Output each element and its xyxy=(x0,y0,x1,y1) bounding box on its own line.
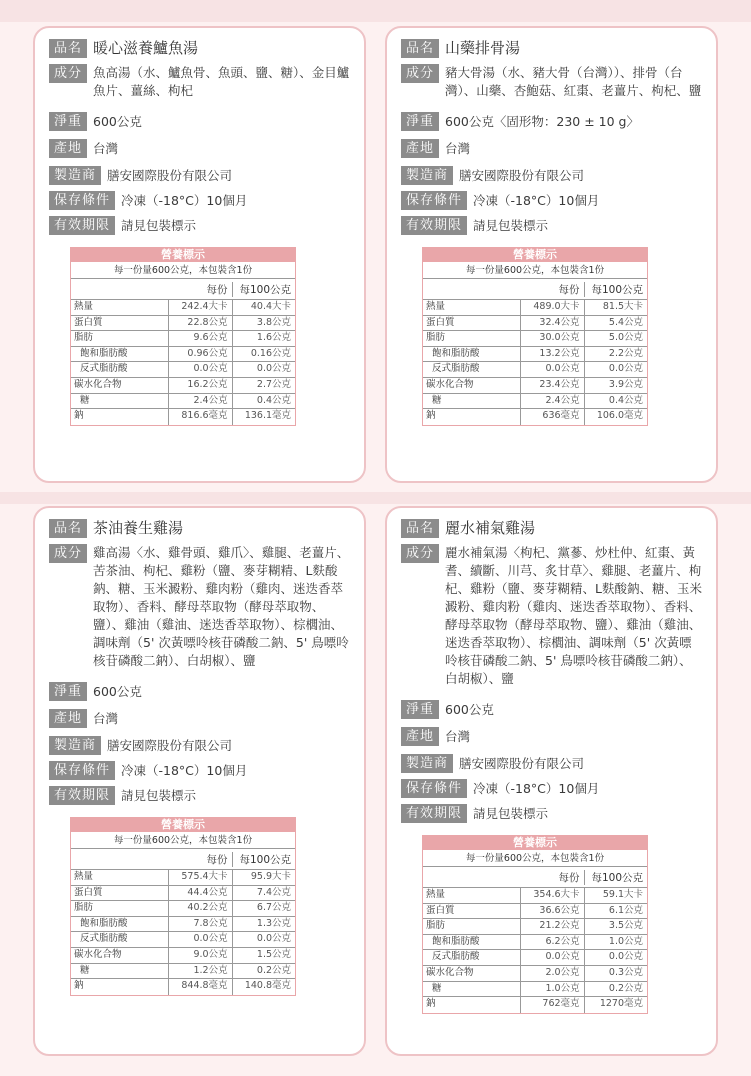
manufacturer-row xyxy=(401,166,702,185)
nutrient-per-serving: 354.6大卡 xyxy=(520,888,583,903)
nutrition-header-per-serving: 每份 xyxy=(558,284,580,296)
shelf-life-value: 請見包裝標示 xyxy=(121,218,197,233)
manufacturer-value: 膳安國際股份有限公司 xyxy=(459,168,585,183)
nutrition-serving: 每一份量600公克，本包裝含1份 xyxy=(423,262,647,279)
nutrition-title: 營養標示 xyxy=(71,248,295,262)
nutrient-per-100g: 0.3公克 xyxy=(584,966,647,981)
nutrient-per-serving: 6.2公克 xyxy=(520,935,583,950)
nutrient-per-100g: 7.4公克 xyxy=(232,886,295,901)
manufacturer-row xyxy=(49,166,350,185)
nutrient-per-serving: 1.2公克 xyxy=(168,964,231,979)
nutrition-rows xyxy=(423,887,647,1013)
origin-row xyxy=(401,727,702,746)
origin-value: 台灣 xyxy=(445,141,471,156)
nutrition-table xyxy=(70,247,296,426)
nutrition-row xyxy=(423,378,647,394)
nutrient-per-serving: 0.0公克 xyxy=(520,950,583,965)
storage-tag: 保存條件 xyxy=(401,779,467,798)
nutrient-per-serving: 2.0公克 xyxy=(520,966,583,981)
nutrient-per-100g: 2.7公克 xyxy=(232,378,295,393)
product-name: 山藥排骨湯 xyxy=(445,39,521,57)
nutrient-per-100g: 140.8毫克 xyxy=(232,979,295,995)
nutrition-header xyxy=(71,849,295,869)
shelf-life-value: 請見包裝標示 xyxy=(473,806,549,821)
nutrient-label: 糖 xyxy=(80,394,90,406)
nutrient-per-serving: 489.0大卡 xyxy=(520,300,583,315)
shelf-life-row xyxy=(401,216,702,235)
ingredients-text: 魚高湯（水、鱸魚骨、魚頭、鹽、糖）、金目鱸魚片、薑絲、枸杞 xyxy=(93,65,350,98)
nutrition-header-per-100g: 每100公克 xyxy=(232,852,295,867)
nutrition-row xyxy=(71,300,295,316)
nutrient-per-100g: 0.4公克 xyxy=(584,394,647,409)
storage-row xyxy=(49,191,350,210)
nutrient-per-serving: 2.4公克 xyxy=(520,394,583,409)
nutrient-per-serving: 575.4大卡 xyxy=(168,870,231,885)
nutrient-label: 熱量 xyxy=(426,889,446,900)
net-weight-value: 600公克〈固形物：230 ± 10 g〉 xyxy=(445,114,639,129)
net-weight-value: 600公克 xyxy=(445,702,494,717)
nutrient-label: 熱量 xyxy=(426,301,446,312)
name-tag: 品名 xyxy=(49,39,87,58)
nutrient-per-100g: 0.4公克 xyxy=(232,394,295,409)
nutrition-row xyxy=(423,362,647,378)
origin-row xyxy=(49,139,350,158)
nutrient-per-100g: 2.2公克 xyxy=(584,347,647,362)
nutrition-row xyxy=(71,362,295,378)
nutrient-per-100g: 106.0毫克 xyxy=(584,409,647,425)
nutrition-row xyxy=(423,950,647,966)
storage-value: 冷凍（-18°C）10個月 xyxy=(121,193,248,208)
name-tag: 品名 xyxy=(49,519,87,538)
ingredients-tag: 成分 xyxy=(49,64,87,83)
ingredients-tag: 成分 xyxy=(401,544,439,563)
nutrient-label: 脂肪 xyxy=(74,332,94,344)
nutrient-per-serving: 7.8公克 xyxy=(168,917,231,932)
nutrition-row xyxy=(71,979,295,995)
nutrient-label: 蛋白質 xyxy=(74,886,103,898)
nutrient-label: 飽和脂肪酸 xyxy=(80,347,128,359)
origin-tag: 產地 xyxy=(401,139,439,158)
nutrient-per-serving: 0.0公克 xyxy=(168,362,231,377)
nutrition-rows xyxy=(423,299,647,425)
nutrient-per-100g: 95.9大卡 xyxy=(232,870,295,885)
nutrient-label: 反式脂肪酸 xyxy=(432,951,480,963)
nutrient-label: 脂肪 xyxy=(74,902,94,914)
net-weight-row xyxy=(49,682,350,701)
nutrition-row xyxy=(71,331,295,347)
net-weight-row xyxy=(49,112,350,131)
product-card-tea-oil-chicken-soup xyxy=(33,506,366,1056)
storage-row xyxy=(401,191,702,210)
nutrient-per-serving: 242.4大卡 xyxy=(168,300,231,315)
origin-value: 台灣 xyxy=(445,729,471,744)
product-name: 茶油養生雞湯 xyxy=(93,519,184,537)
net-weight-value: 600公克 xyxy=(93,114,142,129)
manufacturer-value: 膳安國際股份有限公司 xyxy=(107,738,233,753)
net-weight-row xyxy=(401,700,702,719)
nutrition-row xyxy=(423,997,647,1013)
storage-tag: 保存條件 xyxy=(401,191,467,210)
nutrition-row xyxy=(71,886,295,902)
nutrient-per-serving: 762毫克 xyxy=(520,997,583,1013)
ingredients-row xyxy=(49,544,350,670)
nutrient-label: 飽和脂肪酸 xyxy=(432,935,480,947)
nutrition-row xyxy=(423,316,647,332)
nutrient-per-100g: 1.6公克 xyxy=(232,331,295,346)
nutrient-label: 蛋白質 xyxy=(426,316,455,328)
origin-row xyxy=(49,709,350,728)
nutrient-per-serving: 636毫克 xyxy=(520,409,583,425)
ingredients-text: 麗水補氣湯〈枸杞、黨蔘、炒杜仲、紅棗、黃耆、續斷、川芎、炙甘草〉、雞腿、老薑片、枸杞、雞粉（鹽、麥芽糊精、L麩酸鈉、糖、玉米澱粉、雞肉粉（雞肉、迷迭香萃取物）、香料、酵母萃取物（酵母萃取物、鹽）、雞油（雞油、迷迭香萃取物）、棕櫚油、調味劑（5' 次黃嘌呤核苷磷酸二鈉、5' 鳥嘌呤核苷磷酸二鈉）、白胡椒）、鹽 xyxy=(445,545,702,686)
nutrient-per-serving: 32.4公克 xyxy=(520,316,583,331)
middle-band xyxy=(0,492,751,504)
nutrient-label: 鈉 xyxy=(74,980,84,992)
nutrient-label: 糖 xyxy=(80,964,90,976)
nutrient-per-serving: 23.4公克 xyxy=(520,378,583,393)
nutrition-row xyxy=(423,919,647,935)
net-weight-tag: 淨重 xyxy=(401,700,439,719)
name-tag: 品名 xyxy=(401,519,439,538)
net-weight-value: 600公克 xyxy=(93,684,142,699)
nutrition-row xyxy=(423,904,647,920)
nutrient-per-serving: 44.4公克 xyxy=(168,886,231,901)
ingredients-row xyxy=(401,64,702,100)
nutrition-row xyxy=(71,901,295,917)
manufacturer-tag: 製造商 xyxy=(401,166,453,185)
storage-value: 冷凍（-18°C）10個月 xyxy=(473,781,600,796)
nutrient-per-100g: 81.5大卡 xyxy=(584,300,647,315)
nutrient-label: 脂肪 xyxy=(426,920,446,932)
manufacturer-row xyxy=(49,736,350,755)
nutrient-per-100g: 0.0公克 xyxy=(584,950,647,965)
origin-value: 台灣 xyxy=(93,711,119,726)
nutrition-header-per-serving: 每份 xyxy=(206,854,228,866)
name-row xyxy=(401,519,702,538)
nutrient-per-100g: 0.2公克 xyxy=(232,964,295,979)
nutrition-row xyxy=(423,888,647,904)
manufacturer-value: 膳安國際股份有限公司 xyxy=(107,168,233,183)
shelf-life-tag: 有效期限 xyxy=(49,786,115,805)
net-weight-tag: 淨重 xyxy=(401,112,439,131)
nutrient-per-100g: 5.4公克 xyxy=(584,316,647,331)
nutrient-label: 蛋白質 xyxy=(74,316,103,328)
nutrient-per-100g: 3.8公克 xyxy=(232,316,295,331)
storage-tag: 保存條件 xyxy=(49,761,115,780)
origin-tag: 產地 xyxy=(49,709,87,728)
nutrient-label: 碳水化合物 xyxy=(426,966,474,978)
nutrition-table xyxy=(422,247,648,426)
nutrition-serving: 每一份量600公克，本包裝含1份 xyxy=(71,262,295,279)
nutrient-label: 熱量 xyxy=(74,301,94,312)
nutrition-row xyxy=(423,331,647,347)
ingredients-text: 豬大骨湯（水、豬大骨（台灣））、排骨（台灣）、山藥、杏鮑菇、紅棗、老薑片、枸杞、鹽 xyxy=(445,65,702,98)
nutrition-row xyxy=(71,917,295,933)
nutrition-row xyxy=(71,316,295,332)
nutrient-per-serving: 9.6公克 xyxy=(168,331,231,346)
nutrition-rows xyxy=(71,299,295,425)
origin-row xyxy=(401,139,702,158)
storage-row xyxy=(401,779,702,798)
origin-value: 台灣 xyxy=(93,141,119,156)
net-weight-tag: 淨重 xyxy=(49,112,87,131)
nutrient-per-serving: 22.8公克 xyxy=(168,316,231,331)
nutrient-label: 糖 xyxy=(432,394,442,406)
shelf-life-row xyxy=(49,786,350,805)
nutrient-label: 鈉 xyxy=(74,410,84,422)
nutrition-header xyxy=(71,279,295,299)
net-weight-tag: 淨重 xyxy=(49,682,87,701)
shelf-life-value: 請見包裝標示 xyxy=(121,788,197,803)
nutrient-per-100g: 40.4大卡 xyxy=(232,300,295,315)
nutrient-per-serving: 9.0公克 xyxy=(168,948,231,963)
nutrient-label: 脂肪 xyxy=(426,332,446,344)
nutrition-row xyxy=(71,347,295,363)
nutrition-title: 營養標示 xyxy=(423,248,647,262)
nutrition-row xyxy=(423,982,647,998)
nutrient-per-100g: 3.5公克 xyxy=(584,919,647,934)
nutrition-row xyxy=(423,966,647,982)
nutrient-per-serving: 844.8毫克 xyxy=(168,979,231,995)
nutrient-per-serving: 0.0公克 xyxy=(520,362,583,377)
nutrient-per-serving: 1.0公克 xyxy=(520,982,583,997)
manufacturer-tag: 製造商 xyxy=(401,754,453,773)
ingredients-row xyxy=(49,64,350,100)
manufacturer-row xyxy=(401,754,702,773)
nutrient-per-serving: 2.4公克 xyxy=(168,394,231,409)
shelf-life-row xyxy=(401,804,702,823)
shelf-life-tag: 有效期限 xyxy=(401,216,467,235)
nutrition-row xyxy=(71,394,295,410)
nutrition-row xyxy=(71,378,295,394)
nutrient-per-serving: 816.6毫克 xyxy=(168,409,231,425)
name-tag: 品名 xyxy=(401,39,439,58)
manufacturer-tag: 製造商 xyxy=(49,736,101,755)
nutrient-label: 反式脂肪酸 xyxy=(80,933,128,945)
nutrition-row xyxy=(71,870,295,886)
nutrient-per-100g: 59.1大卡 xyxy=(584,888,647,903)
ingredients-text: 雞高湯〈水、雞骨頭、雞爪〉、雞腿、老薑片、苦茶油、枸杞、雞粉（鹽、麥芽糊精、L麩酸鈉、糖、玉米澱粉、雞肉粉（雞肉、迷迭香萃取物）、香料、酵母萃取物（酵母萃取物、鹽）、雞油（雞油、迷迭香萃取物）、棕櫚油、調味劑（5' 次黃嘌呤核苷磷酸二鈉、5' 鳥嘌呤核苷磷酸二鈉）、白胡椒）、鹽 xyxy=(93,545,350,668)
nutrient-per-serving: 30.0公克 xyxy=(520,331,583,346)
nutrition-table xyxy=(422,835,648,1014)
origin-tag: 產地 xyxy=(49,139,87,158)
nutrition-row xyxy=(423,394,647,410)
nutrient-per-serving: 13.2公克 xyxy=(520,347,583,362)
nutrient-per-100g: 5.0公克 xyxy=(584,331,647,346)
nutrition-header-per-serving: 每份 xyxy=(558,872,580,884)
name-row xyxy=(401,39,702,58)
nutrient-per-100g: 6.7公克 xyxy=(232,901,295,916)
origin-tag: 產地 xyxy=(401,727,439,746)
nutrient-per-100g: 0.0公克 xyxy=(232,362,295,377)
top-band xyxy=(0,0,751,22)
nutrient-label: 飽和脂肪酸 xyxy=(80,917,128,929)
nutrition-header xyxy=(423,867,647,887)
nutrition-row xyxy=(71,964,295,980)
storage-value: 冷凍（-18°C）10個月 xyxy=(473,193,600,208)
nutrient-per-100g: 0.0公克 xyxy=(584,362,647,377)
nutrient-per-serving: 21.2公克 xyxy=(520,919,583,934)
storage-row xyxy=(49,761,350,780)
nutrition-serving: 每一份量600公克，本包裝含1份 xyxy=(423,850,647,867)
nutrition-header xyxy=(423,279,647,299)
manufacturer-value: 膳安國際股份有限公司 xyxy=(459,756,585,771)
nutrient-per-serving: 40.2公克 xyxy=(168,901,231,916)
ingredients-tag: 成分 xyxy=(49,544,87,563)
nutrition-title: 營養標示 xyxy=(423,836,647,850)
nutrient-per-100g: 1270毫克 xyxy=(584,997,647,1013)
product-card-lishui-chicken-soup xyxy=(385,506,718,1056)
product-name: 麗水補氣雞湯 xyxy=(445,519,536,537)
nutrition-table xyxy=(70,817,296,996)
nutrition-serving: 每一份量600公克，本包裝含1份 xyxy=(71,832,295,849)
nutrition-row xyxy=(423,409,647,425)
nutrient-label: 飽和脂肪酸 xyxy=(432,347,480,359)
shelf-life-row xyxy=(49,216,350,235)
nutrition-row xyxy=(423,935,647,951)
shelf-life-value: 請見包裝標示 xyxy=(473,218,549,233)
nutrient-per-serving: 16.2公克 xyxy=(168,378,231,393)
nutrient-per-100g: 1.0公克 xyxy=(584,935,647,950)
nutrition-header-per-serving: 每份 xyxy=(206,284,228,296)
nutrient-label: 糖 xyxy=(432,982,442,994)
nutrient-per-100g: 1.3公克 xyxy=(232,917,295,932)
nutrient-label: 反式脂肪酸 xyxy=(432,363,480,375)
ingredients-tag: 成分 xyxy=(401,64,439,83)
nutrition-header-per-100g: 每100公克 xyxy=(232,282,295,297)
nutrient-label: 碳水化合物 xyxy=(426,378,474,390)
name-row xyxy=(49,519,350,538)
nutrient-label: 鈉 xyxy=(426,998,436,1010)
nutrition-row xyxy=(423,347,647,363)
nutrient-per-100g: 0.0公克 xyxy=(232,932,295,947)
nutrition-header-per-100g: 每100公克 xyxy=(584,870,647,885)
nutrient-label: 鈉 xyxy=(426,410,436,422)
nutrient-per-100g: 1.5公克 xyxy=(232,948,295,963)
product-name: 暖心滋養鱸魚湯 xyxy=(93,39,199,57)
nutrient-per-serving: 0.96公克 xyxy=(168,347,231,362)
nutrition-header-per-100g: 每100公克 xyxy=(584,282,647,297)
shelf-life-tag: 有效期限 xyxy=(49,216,115,235)
nutrition-title: 營養標示 xyxy=(71,818,295,832)
nutrient-label: 蛋白質 xyxy=(426,904,455,916)
nutrient-label: 反式脂肪酸 xyxy=(80,363,128,375)
nutrient-label: 熱量 xyxy=(74,871,94,882)
nutrient-per-100g: 6.1公克 xyxy=(584,904,647,919)
nutrition-row xyxy=(71,409,295,425)
nutrient-label: 碳水化合物 xyxy=(74,378,122,390)
nutrition-row xyxy=(71,932,295,948)
manufacturer-tag: 製造商 xyxy=(49,166,101,185)
storage-value: 冷凍（-18°C）10個月 xyxy=(121,763,248,778)
nutrient-label: 碳水化合物 xyxy=(74,948,122,960)
nutrient-per-100g: 136.1毫克 xyxy=(232,409,295,425)
nutrition-row xyxy=(423,300,647,316)
nutrition-rows xyxy=(71,869,295,995)
nutrient-per-100g: 3.9公克 xyxy=(584,378,647,393)
product-card-fish-soup xyxy=(33,26,366,483)
nutrient-per-100g: 0.16公克 xyxy=(232,347,295,362)
nutrient-per-100g: 0.2公克 xyxy=(584,982,647,997)
storage-tag: 保存條件 xyxy=(49,191,115,210)
nutrient-per-serving: 36.6公克 xyxy=(520,904,583,919)
shelf-life-tag: 有效期限 xyxy=(401,804,467,823)
net-weight-row xyxy=(401,112,702,131)
nutrient-per-serving: 0.0公克 xyxy=(168,932,231,947)
name-row xyxy=(49,39,350,58)
product-card-yam-rib-soup xyxy=(385,26,718,483)
ingredients-row xyxy=(401,544,702,688)
nutrition-row xyxy=(71,948,295,964)
